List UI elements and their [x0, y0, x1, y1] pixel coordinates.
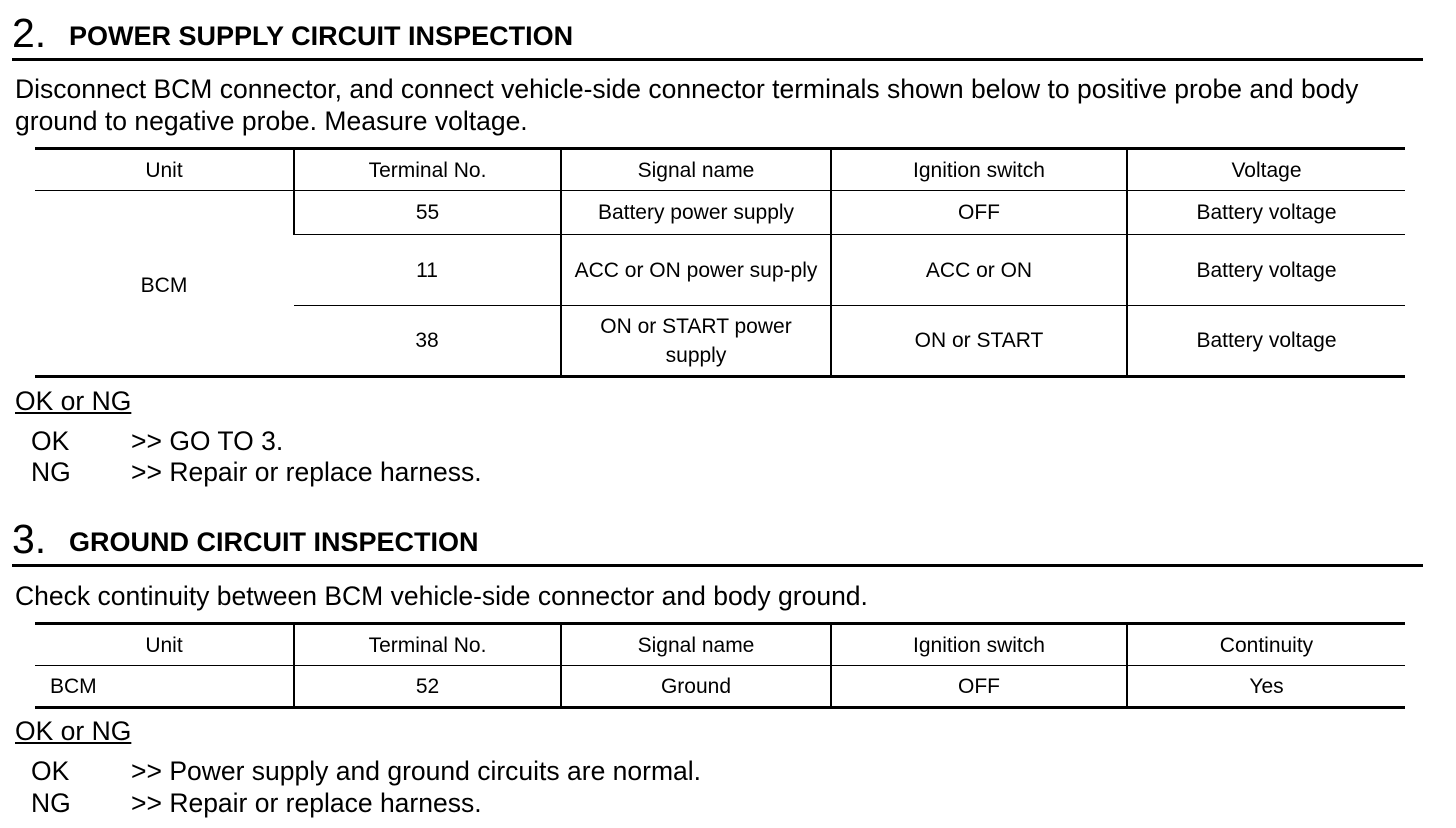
result-key: NG	[31, 788, 71, 818]
result-action: >> Repair or replace harness.	[131, 457, 482, 487]
voltage-cell: Battery voltage	[1127, 191, 1405, 235]
step-2-header	[12, 8, 1423, 61]
step-3-instruction: Check continuity between BCM vehicle-side connector and body ground.	[15, 581, 868, 611]
result-action: >> Repair or replace harness.	[131, 788, 482, 818]
header-unit: Unit	[35, 149, 294, 191]
header-continuity: Continuity	[1127, 624, 1405, 666]
result-key: NG	[31, 457, 71, 487]
voltage-cell: Battery voltage	[1127, 306, 1405, 377]
signal-cell: ACC or ON power sup-ply	[561, 235, 831, 306]
table-row	[35, 191, 1405, 235]
ground-circuit-table	[35, 622, 1405, 709]
result-key: OK	[31, 426, 70, 456]
header-ignition: Ignition switch	[831, 624, 1127, 666]
step-2-result-heading: OK or NG	[15, 386, 132, 416]
terminal-cell: 52	[294, 666, 561, 708]
ignition-cell: ON or START	[831, 306, 1127, 377]
step-3-title: GROUND CIRCUIT INSPECTION	[69, 527, 479, 557]
table-header-row	[35, 149, 1405, 191]
ignition-cell: ACC or ON	[831, 235, 1127, 306]
unit-cell: BCM	[35, 666, 294, 708]
voltage-cell: Battery voltage	[1127, 235, 1405, 306]
step-2-title: POWER SUPPLY CIRCUIT INSPECTION	[69, 21, 574, 51]
terminal-cell: 11	[294, 235, 561, 306]
result-action: >> Power supply and ground circuits are normal.	[131, 756, 702, 786]
continuity-cell: Yes	[1127, 666, 1405, 708]
step-2-number: 2.	[12, 10, 47, 56]
terminal-cell: 38	[294, 306, 561, 377]
header-signal: Signal name	[561, 624, 831, 666]
step-3-number: 3.	[12, 516, 47, 562]
header-signal: Signal name	[561, 149, 831, 191]
header-terminal: Terminal No.	[294, 149, 561, 191]
signal-cell: Ground	[561, 666, 831, 708]
header-unit: Unit	[35, 624, 294, 666]
table-header-row	[35, 624, 1405, 666]
power-supply-table	[35, 147, 1405, 378]
result-key: OK	[31, 756, 70, 786]
ignition-cell: OFF	[831, 191, 1127, 235]
step-2-instruction: Disconnect BCM connector, and connect vehicle-side connector terminals shown below to positive probe and body ground to negative probe. Measure voltage.	[15, 74, 1359, 136]
ignition-cell: OFF	[831, 666, 1127, 708]
result-action: >> GO TO 3.	[131, 426, 284, 456]
header-ignition: Ignition switch	[831, 149, 1127, 191]
step-3-header	[12, 514, 1423, 567]
unit-cell: BCM	[35, 191, 294, 377]
signal-cell: Battery power supply	[561, 191, 831, 235]
header-voltage: Voltage	[1127, 149, 1405, 191]
step-3-result-heading: OK or NG	[15, 716, 132, 746]
table-row	[35, 666, 1405, 708]
signal-cell: ON or START power supply	[561, 306, 831, 377]
terminal-cell: 55	[294, 191, 561, 235]
header-terminal: Terminal No.	[294, 624, 561, 666]
